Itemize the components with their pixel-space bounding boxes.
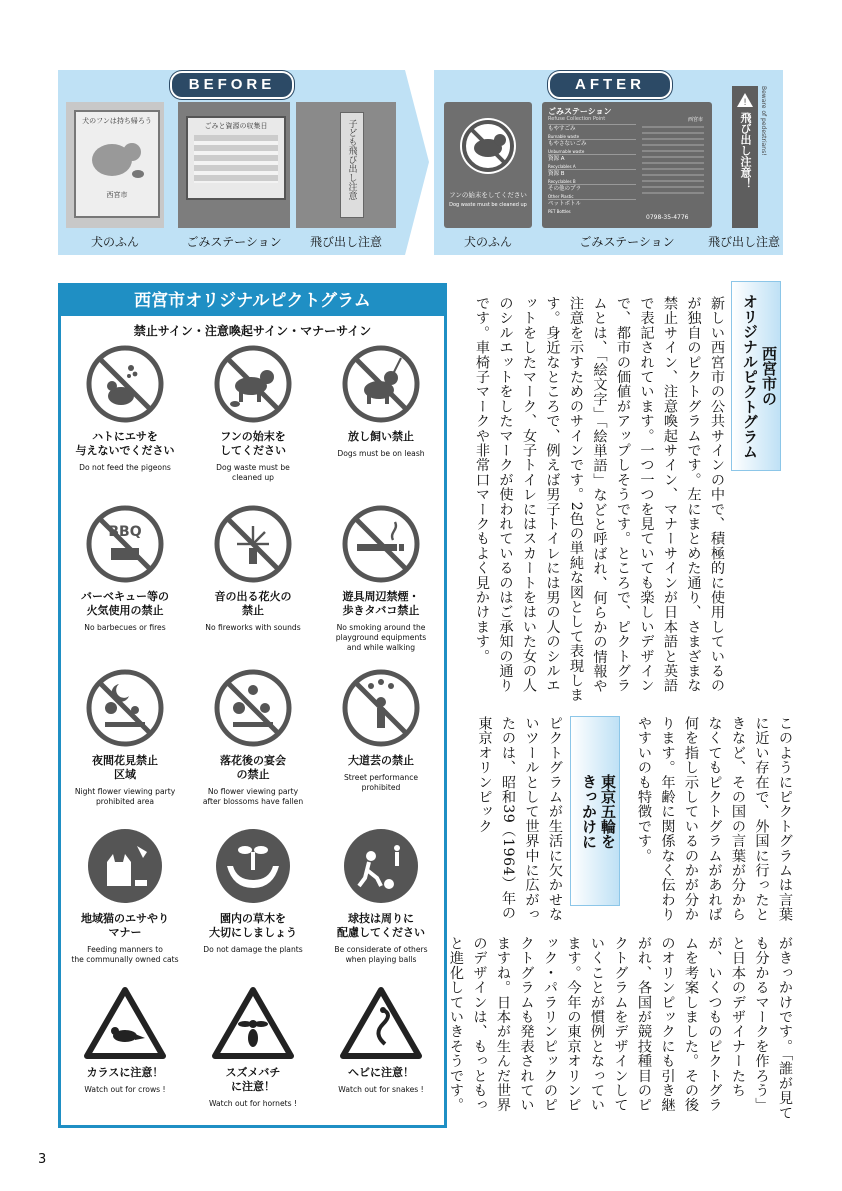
after-dog-sign-en: Dog waste must be cleaned up: [449, 202, 527, 208]
pictogram-item: [317, 826, 445, 965]
pictogram-item: [61, 986, 189, 1095]
pictogram-en: Dog waste must be cleaned up: [216, 463, 290, 482]
pictogram-jp: バーベキュー等の 火気使用の禁止: [81, 590, 169, 617]
gomi-item-jp: もやすごみ: [548, 126, 576, 132]
no-street-performance-icon: [341, 668, 421, 748]
pictogram-jp: 地域猫のエサやり マナー: [81, 912, 169, 939]
cat-feeding-icon: [85, 826, 165, 906]
no-party-icon: [213, 668, 293, 748]
pictogram-item: [317, 986, 445, 1095]
svg-text:!: !: [743, 98, 747, 108]
dog-waste-icon: [458, 116, 518, 176]
pictogram-en: No barbecues or fires: [84, 623, 166, 632]
before-arrow: [405, 70, 429, 255]
gomi-item-jp: ペットボトル: [548, 201, 582, 207]
crow-warning-icon: [83, 986, 167, 1060]
before-tobidashi-sign-text: 子ども飛び出し注意: [346, 119, 357, 200]
pictogram-en: No fireworks with sounds: [205, 623, 301, 632]
pictogram-en: Watch out for snakes !: [338, 1085, 424, 1094]
pictogram-item: [317, 668, 445, 793]
no-pigeon-feeding-icon: [85, 344, 165, 424]
dog-leash-icon: [341, 344, 421, 424]
gomi-item: [548, 184, 636, 199]
pictogram-item: [189, 504, 317, 633]
panel-title: 西宮市オリジナルピクトグラム: [61, 286, 444, 316]
pictogram-en: No flower viewing party after blossoms have fallen: [202, 787, 304, 806]
pictogram-en: Dogs must be on leash: [337, 449, 425, 458]
pictogram-jp: スズメバチ に注意！: [225, 1066, 281, 1093]
after-tobidashi-en: Beware of pedestrians!: [760, 86, 767, 156]
before-photo-tobidashi: [296, 102, 396, 228]
pictogram-jp: 球技は周りに 配慮してください: [337, 912, 425, 939]
no-bbq-icon: [85, 504, 165, 584]
warning-triangle-icon: [736, 92, 754, 108]
gomi-item-en: Unburnable waste: [548, 149, 585, 154]
gomi-info-block: [642, 126, 704, 196]
article-text-mid: このようにピクトグラムは言葉に近い存在で、外国に行ったときなど、その国の言葉が分からなくてもピクトグラムがあれば何を指し示しているのかが分かります。年齢に関係なく伝わりやすいのも特徴です。: [636, 716, 793, 922]
gomi-item: [548, 199, 636, 214]
gomi-item-jp: もやさないごみ: [548, 141, 587, 147]
pictogram-jp: 落花後の宴会 の禁止: [220, 754, 286, 781]
pictogram-en: Watch out for hornets !: [208, 1099, 298, 1108]
pictogram-jp: 遊具周辺禁煙・ 歩きタバコ禁止: [342, 590, 420, 617]
after-dog-sign-jp: フンの始末をしてください: [449, 191, 527, 199]
before-photo-gomi: [178, 102, 290, 228]
before-dog-sign-title: 犬のフンは持ち帰ろう: [82, 117, 152, 125]
pictogram-item: [61, 826, 189, 965]
after-gomi-subtitle: Refuse Collection Point: [548, 116, 606, 122]
pictogram-jp: 夜間花見禁止 区域: [92, 754, 158, 781]
pictogram-en: Do not feed the pigeons: [79, 463, 171, 472]
snake-warning-icon: [339, 986, 423, 1060]
pictogram-item: [317, 504, 445, 653]
ball-play-icon: [341, 826, 421, 906]
pictogram-en: Street performance prohibited: [343, 773, 419, 792]
pictogram-en: Feeding manners to the communally owned cats: [71, 945, 179, 964]
gomi-item-en: PET Bottles: [548, 209, 571, 214]
pictogram-jp: フンの始末を してください: [220, 430, 286, 457]
hornet-warning-icon: [211, 986, 295, 1060]
pictogram-panel: [58, 283, 447, 1128]
after-label: AFTER: [548, 71, 672, 99]
pictogram-item: [189, 344, 317, 483]
after-gomi-tel: 0798-35-4776: [646, 214, 689, 221]
dog-cartoon-icon: [76, 126, 158, 186]
pictogram-en: Night flower viewing party prohibited area: [74, 787, 176, 806]
after-caption-gomi: ごみステーション: [579, 235, 675, 249]
pictogram-item: [189, 826, 317, 955]
plant-hands-icon: [213, 826, 293, 906]
gomi-item: [548, 154, 636, 169]
gomi-item: [548, 124, 636, 139]
pictogram-jp: カラスに注意！: [86, 1066, 164, 1079]
article-text-top: 新しい西宮市の公共サインの中で、積極的に使用しているのが独自のピクトグラムです。左にまとめた通り、さまざまな禁止サイン、注意喚起サイン、マナーサインが日本語と英語で表記されています。一つ一つを見ていても楽しいデザインで、都市の価値がアップしそうです。ところで、ピクトグラムとは、「絵文字」「絵単語」などと呼ばれ、何らかの情報や注意を示すためのサインです。2色の単純な図として表現します。身近なところで、例えば男子トイレには男の人のシルエットをしたマーク、女子トイレにはスカートをはいた女の人のシルエットをしたマークが使われているのはご承知の通りです。車椅子マークや非常口マークもよく見かけます。: [474, 296, 725, 703]
article-text-mid2: ピクトグラムが生活に欠かせないツールとして世界中に広がったのは、昭和39（1964）年の東京オリンピック: [476, 716, 563, 922]
before-label: BEFORE: [170, 71, 294, 99]
before-caption-tobidashi: 飛び出し注意: [309, 235, 382, 249]
no-smoking-icon: [341, 504, 421, 584]
svg-text:BBQ: BBQ: [108, 524, 142, 540]
after-gomi-sign: [542, 102, 712, 228]
after-tobidashi-jp: 飛び出し注意！: [739, 112, 752, 189]
pictogram-jp: ハトにエサを 与えないでください: [75, 430, 175, 457]
after-gomi-title: ごみステーション: [548, 107, 612, 116]
pictogram-item: [189, 986, 317, 1109]
article-heading-1: 西宮市の オリジナルピクトグラム: [731, 281, 781, 471]
gomi-list: [548, 124, 636, 214]
after-caption-tobidashi: 飛び出し注意: [707, 235, 780, 249]
pictogram-item: [61, 504, 189, 633]
pictogram-en: Watch out for crows !: [84, 1085, 166, 1094]
article-heading-2: 東京五輪を きっかけに: [570, 716, 620, 906]
pictogram-item: [61, 668, 189, 807]
pictogram-en: Do not damage the plants: [203, 945, 303, 954]
no-night-party-icon: [85, 668, 165, 748]
pictogram-jp: ヘビに注意！: [348, 1066, 414, 1079]
pictogram-item: [61, 344, 189, 473]
before-caption-gomi: ごみステーション: [186, 235, 282, 249]
pictogram-en: No smoking around the playground equipments and while walking: [335, 623, 427, 652]
gomi-item-en: Burnable waste: [548, 134, 580, 139]
before-dog-sign-city: 西宮市: [106, 191, 128, 199]
dog-waste-icon: [213, 344, 293, 424]
gomi-item-jp: その他のプラ: [548, 186, 582, 192]
after-dog-sign: [444, 102, 532, 228]
gomi-item-en: Other Plastic: [548, 194, 574, 199]
pictogram-jp: 放し飼い禁止: [348, 430, 414, 443]
gomi-item-jp: 資源 A: [548, 156, 565, 162]
pictogram-en: Be considerate of others when playing balls: [334, 945, 428, 964]
gomi-item-en: Recyclables A: [548, 164, 576, 169]
pictogram-jp: 音の出る花火の 禁止: [214, 590, 292, 617]
after-caption-dog: 犬のふん: [463, 235, 512, 249]
before-photo-dog: [66, 102, 164, 228]
article-text-bottom: がきっかけです。「誰が見ても分かるマークを作ろう」と日本のデザイナーたちが、いくつものピクトグラムを考案しました。その後のオリンピックにも引き継がれ、各国が競技種目のピクトグラムをデザインしていくことが慣例となっています。今年の東京オリンピック・パラリンピックのピクトグラムも発表されていますね。日本が生んだ世界のデザインは、もっともっと進化していきそうです。: [448, 936, 793, 1120]
pictogram-jp: 園内の草木を 大切にしましょう: [209, 912, 297, 939]
after-tobidashi-sign: [732, 86, 758, 228]
gomi-item-en: Recyclables B: [548, 179, 576, 184]
pictogram-item: [189, 668, 317, 807]
no-fireworks-icon: [213, 504, 293, 584]
gomi-item-jp: 資源 B: [548, 171, 565, 177]
panel-subtitle: 禁止サイン・注意喚起サイン・マナーサイン: [133, 324, 372, 338]
pictogram-item: [317, 344, 445, 459]
pictogram-jp: 大道芸の禁止: [348, 754, 414, 767]
gomi-item: [548, 169, 636, 184]
page-number: 3: [38, 1152, 47, 1167]
before-caption-dog: 犬のふん: [90, 235, 139, 249]
after-gomi-city: 西宮市: [688, 117, 704, 123]
before-gomi-sign-title: ごみと資源の収集日: [204, 122, 268, 130]
gomi-item: [548, 139, 636, 154]
